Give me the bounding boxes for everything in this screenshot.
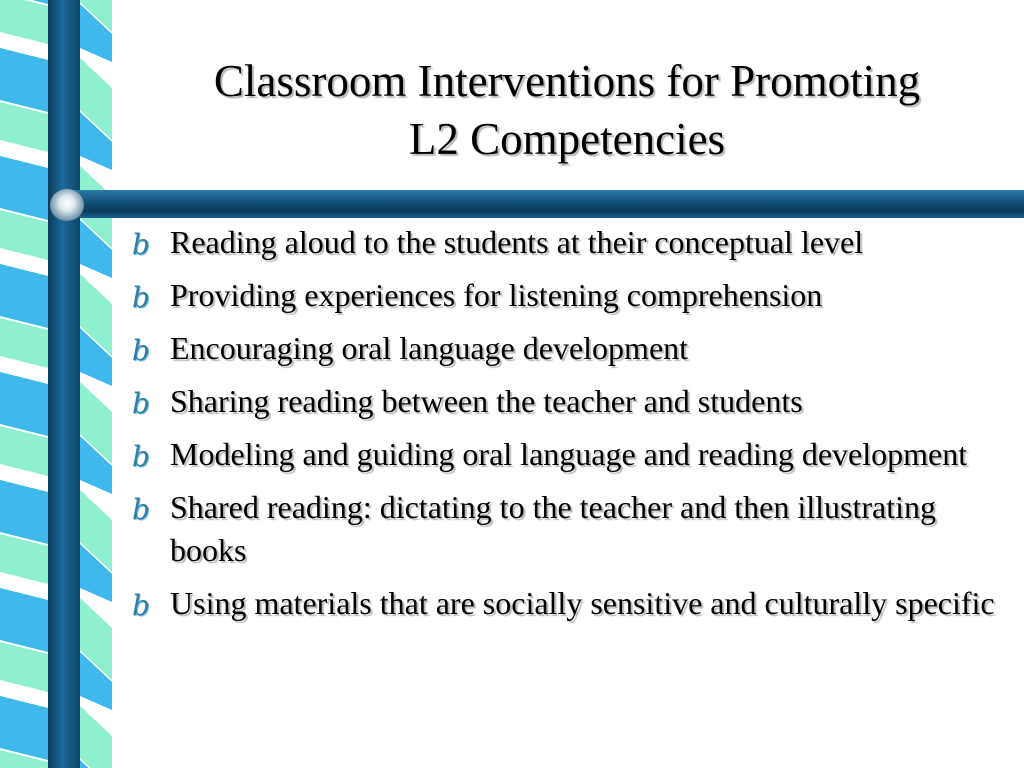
bullet-item xyxy=(132,582,1002,625)
bullet-item xyxy=(132,380,1002,423)
ribbon-tile-mint xyxy=(0,0,48,44)
stylized-b-bullet-icon: b xyxy=(132,228,150,261)
stylized-b-bullet-icon: b xyxy=(132,334,150,367)
bullet-text: Shared reading: dictating to the teacher and then illustrating books xyxy=(170,489,936,568)
bullet-list xyxy=(132,221,1002,635)
ribbon-tile-light xyxy=(0,156,48,220)
bullet-item xyxy=(132,486,1002,572)
stylized-b-bullet-icon: b xyxy=(132,281,150,314)
bullet-item xyxy=(132,327,1002,370)
title-line-2: L2 Competencies xyxy=(408,114,726,164)
slide-title xyxy=(110,52,1024,168)
bullet-item xyxy=(132,433,1002,476)
bullet-item xyxy=(132,274,1002,317)
title-line-1: Classroom Interventions for Promoting xyxy=(213,56,921,106)
ribbon-tile-light xyxy=(0,372,48,436)
ribbon-tile-light xyxy=(0,48,48,112)
bullet-text: Modeling and guiding oral language and reading development xyxy=(170,436,968,472)
bullet-text: Encouraging oral language development xyxy=(170,330,689,366)
ribbon-tile-mint xyxy=(80,706,112,768)
ribbon-decoration xyxy=(0,0,112,768)
stylized-b-bullet-icon: b xyxy=(132,589,150,622)
bullet-text: Using materials that are socially sensitive and culturally specific xyxy=(170,585,995,621)
ribbon-tile-light xyxy=(0,264,48,328)
bullet-item xyxy=(132,221,1002,264)
stylized-b-bullet-icon: b xyxy=(132,440,150,473)
title-divider-bar xyxy=(66,190,1024,218)
stylized-b-bullet-icon: b xyxy=(132,387,150,420)
ribbon-tile-light xyxy=(0,696,48,760)
stylized-b-bullet-icon: b xyxy=(132,493,150,526)
bullet-text: Providing experiences for listening comprehension xyxy=(170,277,823,313)
bullet-text: Sharing reading between the teacher and students xyxy=(170,383,803,419)
ribbon-tile-light xyxy=(0,480,48,544)
bullet-text: Reading aloud to the students at their conceptual level xyxy=(170,224,864,260)
ribbon-tile-light xyxy=(0,588,48,652)
sphere-knob-icon xyxy=(50,189,84,221)
